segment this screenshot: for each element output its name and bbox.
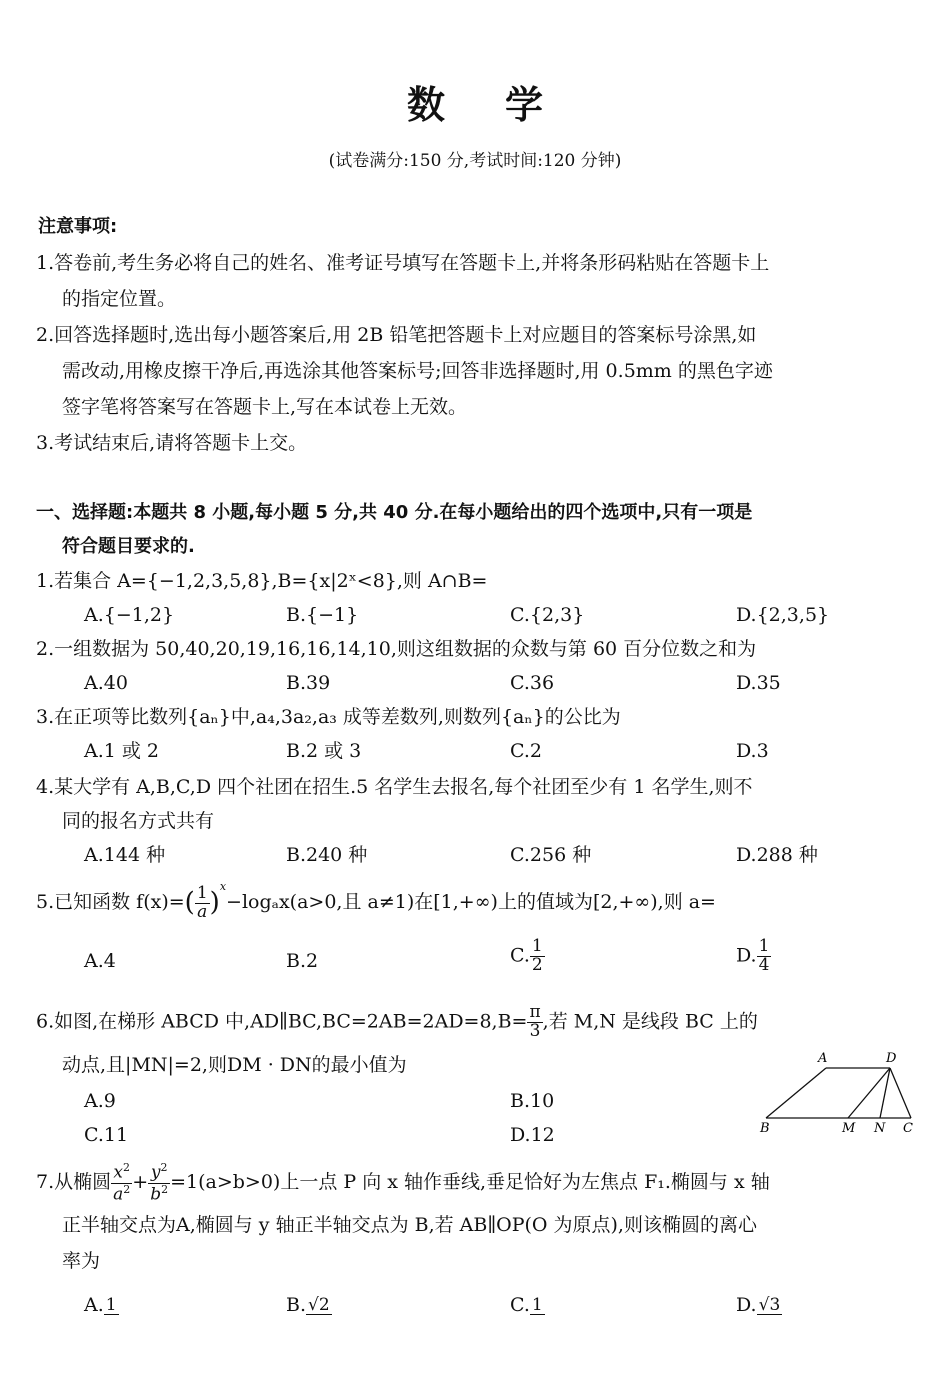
notice-item-2-line-3: 签字笔将答案写在答题卡上,写在本试卷上无效。 xyxy=(62,396,468,418)
q7-stem-line-2: 正半轴交点为A,椭圆与 y 轴正半轴交点为 B,若 AB∥OP(O 为原点),则该椭圆的离心 xyxy=(62,1214,757,1236)
q5-stem-post: −logₐx(a>0,且 a≠1)在[1,+∞)上的值域为[2,+∞),则 a= xyxy=(226,891,716,913)
q7-fraction-x: $\frac{x^2}{a^2}$ xyxy=(113,1161,131,1205)
q4-stem-line-1: 4.某大学有 A,B,C,D 四个社团在招生.5 名学生去报名,每个社团至少有 1 名学生,则不 xyxy=(36,776,753,798)
label-c: C xyxy=(903,1121,913,1136)
q5-stem: 5.已知函数 f(x)=( $\frac{1}{a}$ )$^x$−logₐx(a>0,且 a≠1)在[1,+∞)上的值域为[2,+∞),则 a= xyxy=(36,880,716,922)
notice-item-2-line-2: 需改动,用橡皮擦干净后,再选涂其他答案标号;回答非选择题时,用 0.5mm 的黑色字迹 xyxy=(62,360,773,382)
q6-option-b: B.10 xyxy=(510,1090,555,1112)
q7-option-a: A. 1 xyxy=(84,1294,117,1316)
q3-option-c: C.2 xyxy=(510,740,542,762)
q4-option-c: C.256 种 xyxy=(510,844,592,866)
segment-ab xyxy=(766,1068,826,1118)
q5-stem-pre: 5.已知函数 f(x)= xyxy=(36,891,185,913)
q1-stem: 1.若集合 A={−1,2,3,5,8},B={x|2ˣ<8},则 A∩B= xyxy=(36,570,488,592)
q6-stem-line-1: 6.如图,在梯形 ABCD 中,AD∥BC,BC=2AB=2AD=8,B= $\frac{\pi}{3}$ ,若 M,N 是线段 BC 上的 xyxy=(36,1002,758,1041)
notice-item-1-line-1: 1.答卷前,考生务必将自己的姓名、准考证号填写在答题卡上,并将条形码粘贴在答题卡上 xyxy=(36,252,770,274)
section-1-heading-line-2: 符合题目要求的. xyxy=(62,536,195,557)
trapezoid-figure xyxy=(756,1048,920,1136)
notice-item-1-line-2: 的指定位置。 xyxy=(62,288,177,310)
q5-option-d: D. $\frac{1}{4}$ xyxy=(736,936,770,975)
q1-option-a: A.{−1,2} xyxy=(84,604,175,626)
page-title: 数学 xyxy=(406,83,603,127)
q1-option-c: C.{2,3} xyxy=(510,604,585,626)
notice-item-2-line-1: 2.回答选择题时,选出每小题答案后,用 2B 铅笔把答题卡上对应题目的答案标号涂黑,如 xyxy=(36,324,757,346)
q6-pi-fraction: $\frac{\pi}{3}$ xyxy=(529,1002,541,1041)
label-d: D xyxy=(886,1051,897,1066)
q6-stem-line-2: 动点,且|MN|=2,则DM · DN的最小值为 xyxy=(62,1054,407,1076)
q6-option-c: C.11 xyxy=(84,1124,129,1146)
q1-option-d: D.{2,3,5} xyxy=(736,604,830,626)
q3-option-a: A.1 或 2 xyxy=(84,740,160,762)
notice-item-3: 3.考试结束后,请将答题卡上交。 xyxy=(36,432,308,454)
label-n: N xyxy=(874,1121,886,1136)
q5-option-a: A.4 xyxy=(84,950,116,972)
segment-dn xyxy=(880,1068,890,1118)
q5-option-c: C. $\frac{1}{2}$ xyxy=(510,936,543,975)
exam-subtitle: (试卷满分:150 分,考试时间:120 分钟) xyxy=(328,151,622,171)
q5-fraction: $\frac{1}{a}$ xyxy=(196,882,208,922)
q4-stem-line-2: 同的报名方式共有 xyxy=(62,810,215,832)
q5-option-b: B.2 xyxy=(286,950,319,972)
q7-stem-line-1: 7.从椭圆 $\frac{x^2}{a^2}$ + $\frac{y^2}{b^2}$ =1(a>b>0)上一点 P 向 x 轴作垂线,垂足恰好为左焦点 F₁.椭圆与 x 轴 xyxy=(36,1161,770,1205)
section-1-heading-line-1: 一、选择题:本题共 8 小题,每小题 5 分,共 40 分.在每小题给出的四个选项中,只有一项是 xyxy=(36,502,753,523)
q6-option-a: A.9 xyxy=(84,1090,116,1112)
q2-option-c: C.36 xyxy=(510,672,555,694)
segment-dc xyxy=(890,1068,911,1118)
label-m: M xyxy=(842,1121,856,1136)
segment-dm xyxy=(848,1068,890,1118)
q6-option-d: D.12 xyxy=(510,1124,555,1146)
label-b: B xyxy=(760,1121,770,1136)
q3-stem: 3.在正项等比数列{aₙ}中,a₄,3a₂,a₃ 成等差数列,则数列{aₙ}的公比为 xyxy=(36,706,621,728)
q2-option-b: B.39 xyxy=(286,672,331,694)
q4-option-b: B.240 种 xyxy=(286,844,368,866)
q7-option-c: C. 1 xyxy=(510,1294,543,1316)
q2-stem: 2.一组数据为 50,40,20,19,16,16,14,10,则这组数据的众数与第 60 百分位数之和为 xyxy=(36,638,757,660)
q3-option-b: B.2 或 3 xyxy=(286,740,362,762)
q1-option-b: B.{−1} xyxy=(286,604,359,626)
q7-option-d: D. √3 xyxy=(736,1294,781,1316)
q2-option-a: A.40 xyxy=(84,672,128,694)
notice-heading: 注意事项: xyxy=(38,216,118,237)
q7-option-b: B. √2 xyxy=(286,1294,330,1316)
q3-option-d: D.3 xyxy=(736,740,769,762)
q7-stem-line-3: 率为 xyxy=(62,1250,101,1272)
q4-option-d: D.288 种 xyxy=(736,844,818,866)
q4-option-a: A.144 种 xyxy=(84,844,166,866)
label-a: A xyxy=(818,1051,828,1066)
q2-option-d: D.35 xyxy=(736,672,781,694)
q7-fraction-y: $\frac{y^2}{b^2}$ xyxy=(150,1161,169,1205)
